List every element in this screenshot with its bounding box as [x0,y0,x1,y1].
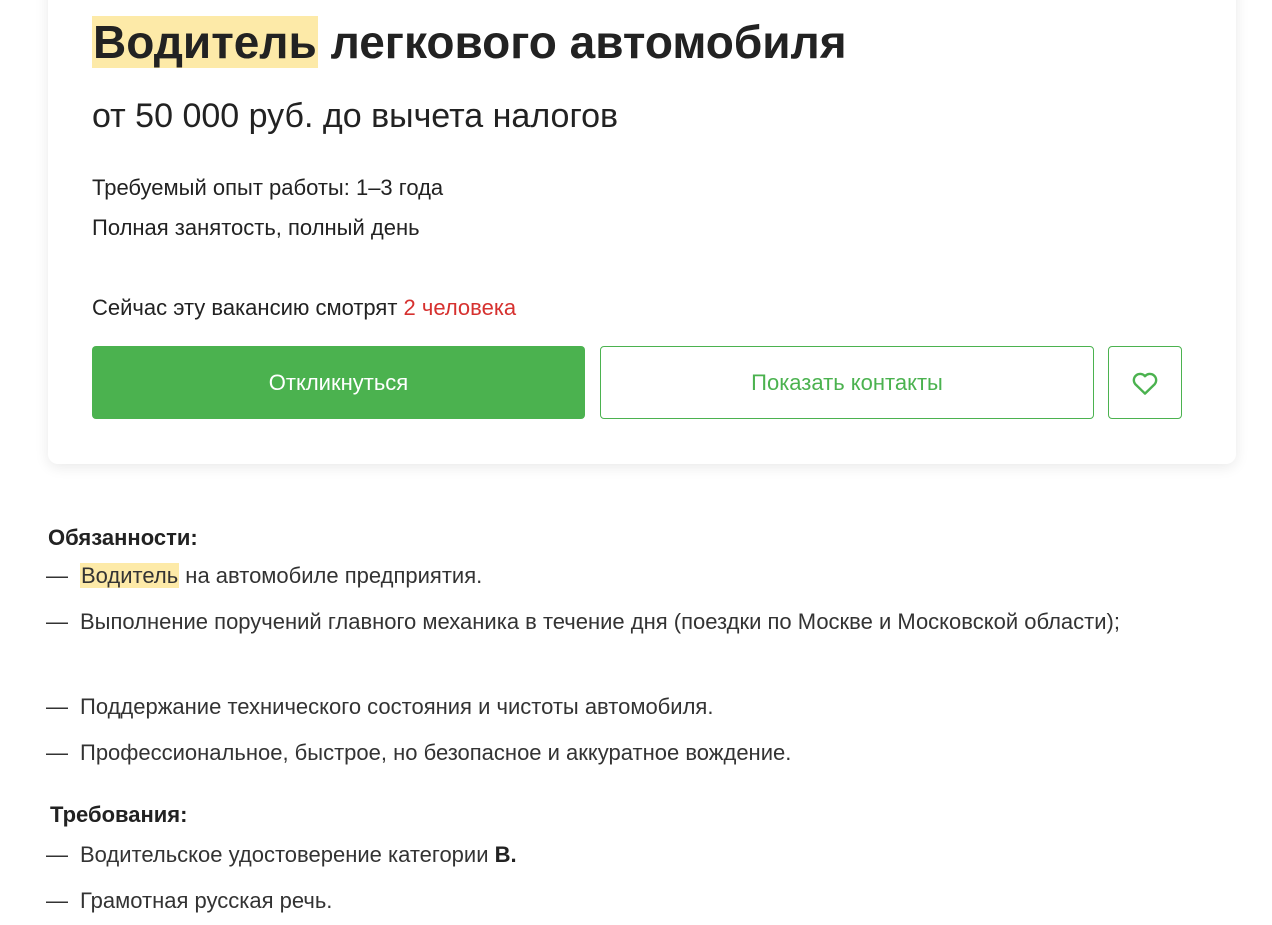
viewers-count: 2 человека [403,295,517,320]
salary: от 50 000 руб. до вычета налогов [92,97,619,135]
title-highlight: Водитель [93,16,317,68]
list-dash: — [46,842,68,867]
duty-item [46,603,1196,641]
duty-text: Поддержание технического состояния и чистоты автомобиля. [80,694,714,719]
apply-button[interactable] [92,346,585,419]
title-rest: легкового автомобиля [317,16,847,68]
requirement-item [46,882,1196,920]
duty-item [46,557,1196,595]
employment: Полная занятость, полный день [92,215,420,240]
viewers-prefix: Сейчас эту вакансию смотрят [92,295,404,320]
show-contacts-button[interactable] [600,346,1094,419]
experience: Требуемый опыт работы: 1–3 года [92,175,444,200]
list-dash: — [46,740,68,765]
requirement-item [46,836,1196,874]
duty-item [46,734,1196,772]
list-dash: — [46,563,68,588]
heart-icon [1130,368,1160,398]
show-contacts-label: Показать контакты [751,369,943,395]
requirement-category: B. [494,842,517,867]
favorite-button[interactable] [1108,346,1182,419]
duty-highlight: Водитель [81,563,179,588]
duties-title: Обязанности: [48,525,198,550]
duty-text: на автомобиле предприятия. [179,563,483,588]
requirements-title: Требования: [50,802,188,827]
vacancy-title [92,16,847,68]
list-dash: — [46,694,68,719]
viewers-info [92,295,516,321]
duty-text: Выполнение поручений главного механика в течение дня (поездки по Москве и Московской области); [80,609,1120,634]
list-dash: — [46,609,68,634]
requirement-text: Грамотная русская речь. [80,888,333,913]
duty-text: Профессиональное, быстрое, но безопасное и аккуратное вождение. [80,740,792,765]
apply-button-label: Откликнуться [268,369,409,395]
requirement-text: Водительское удостоверение категории [80,842,495,867]
list-dash: — [46,888,68,913]
duty-item [46,688,1196,726]
